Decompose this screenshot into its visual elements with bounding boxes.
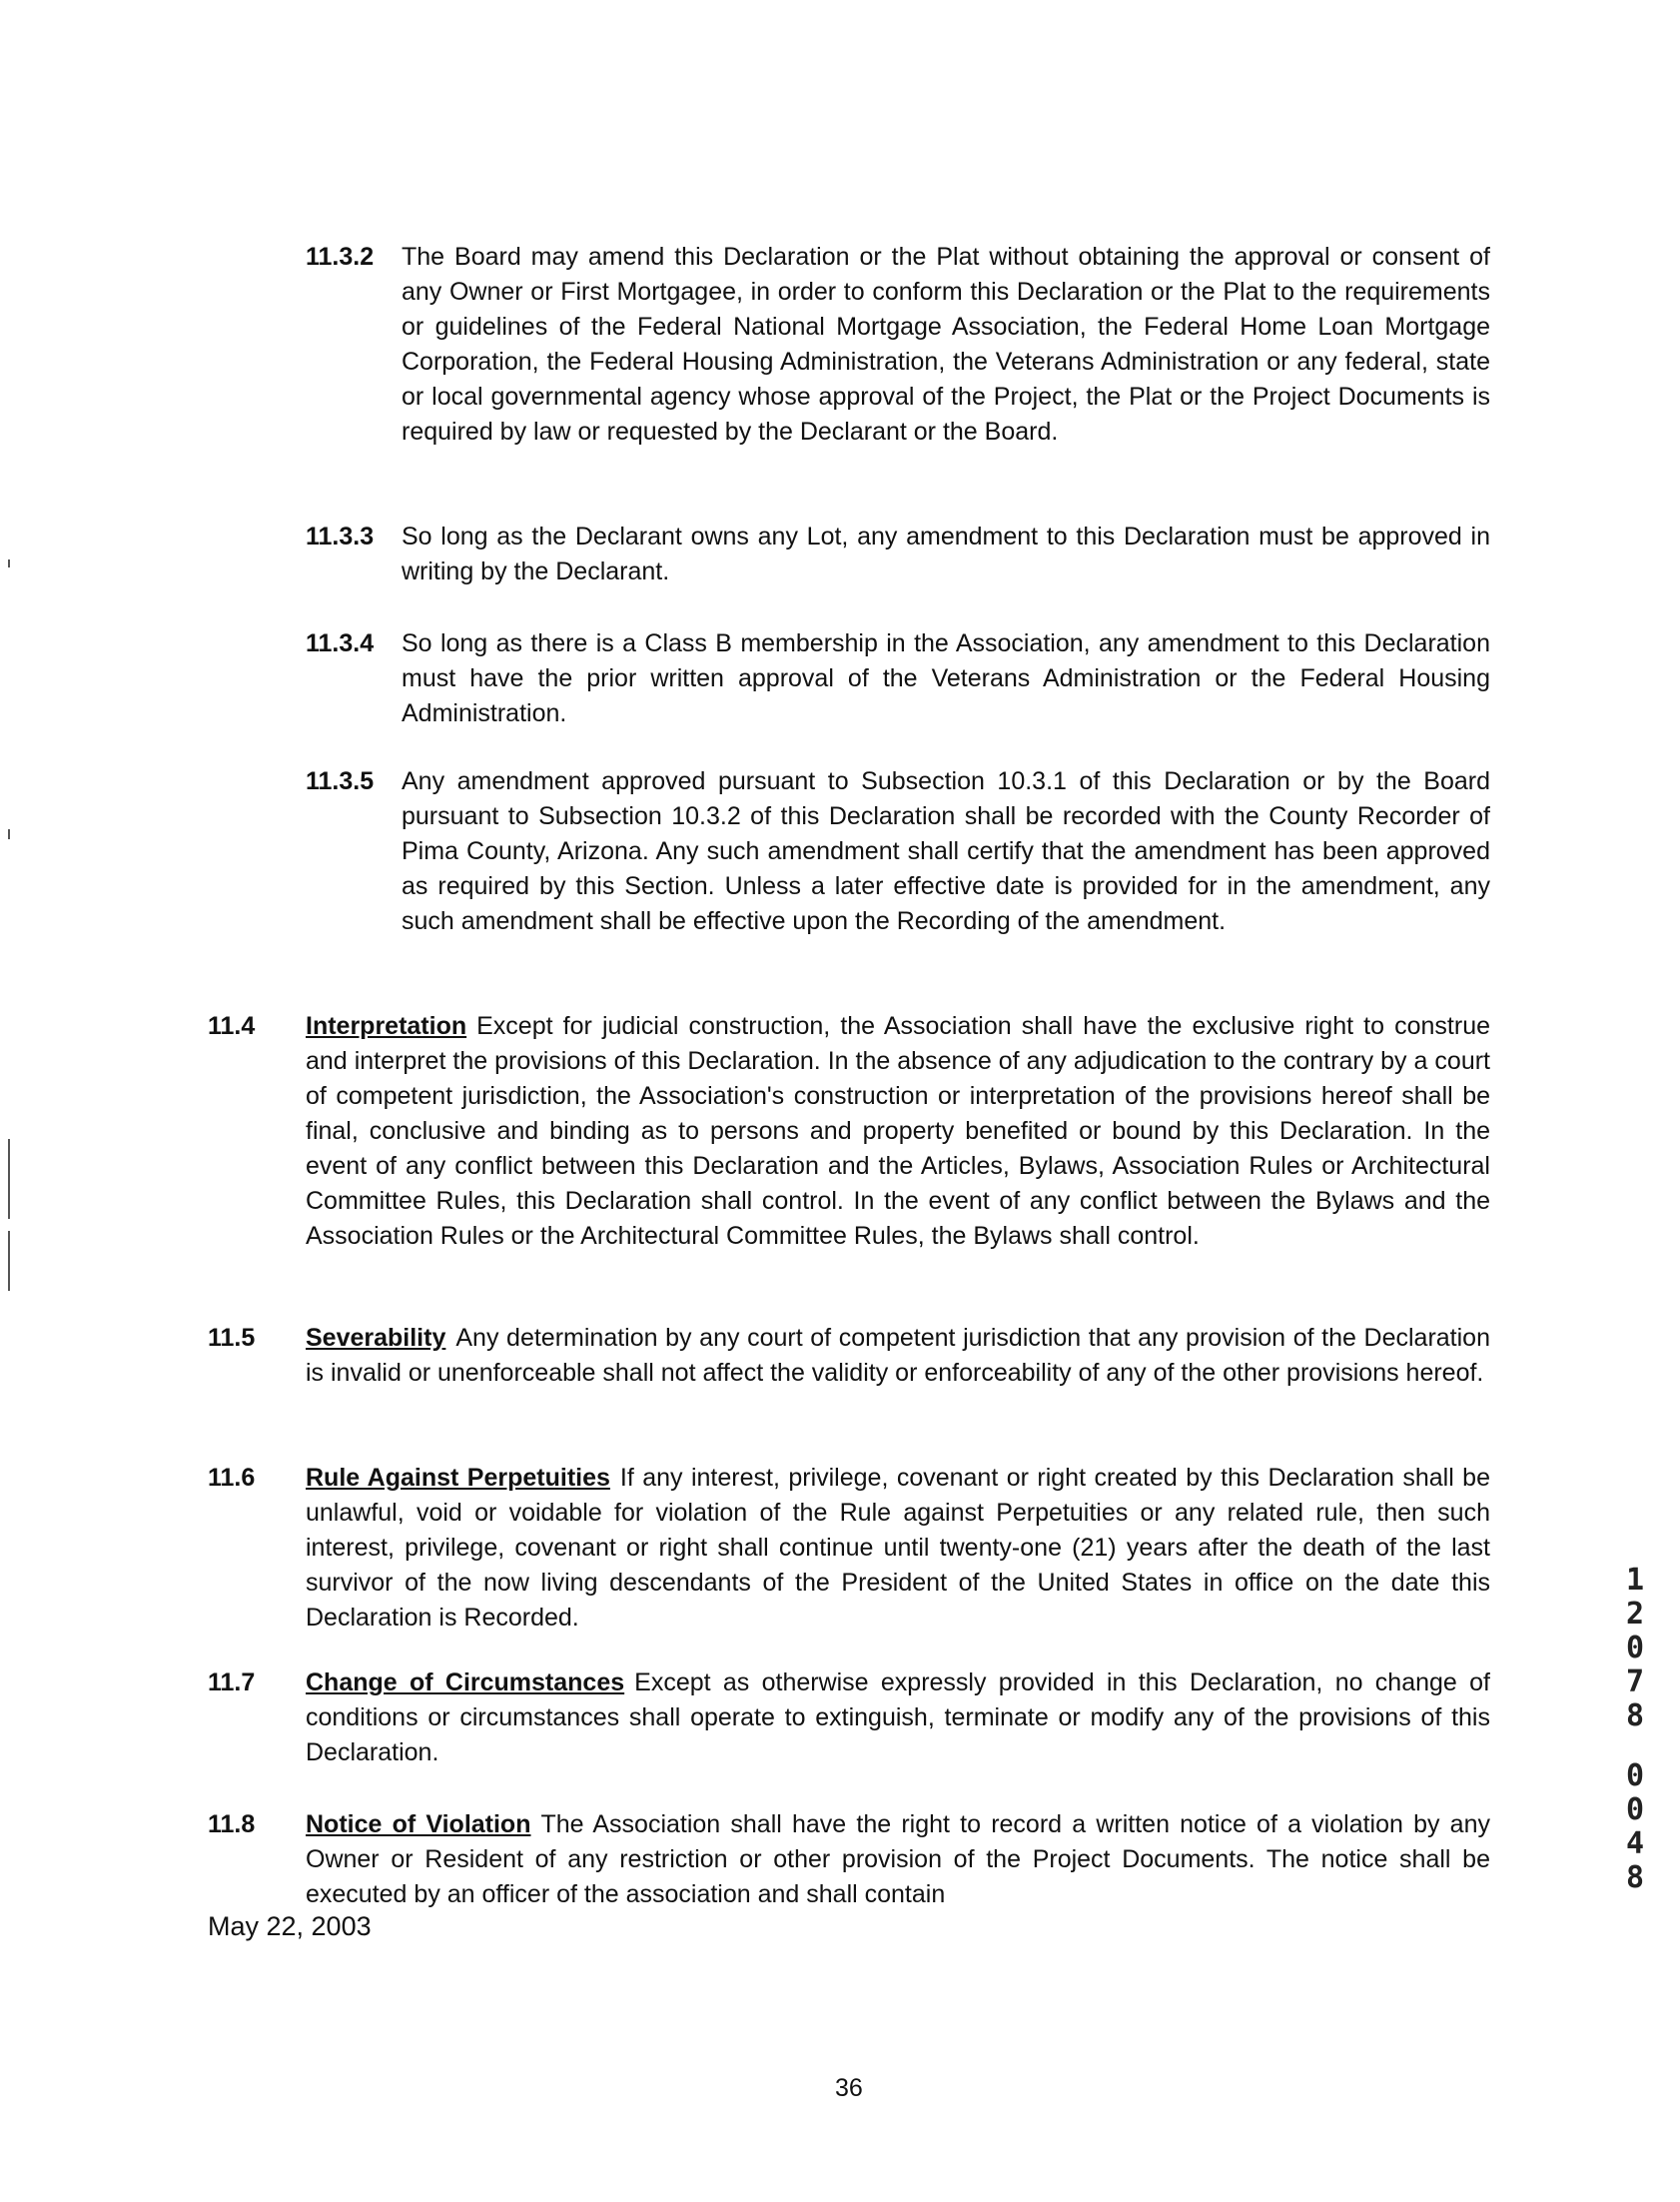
- section-11-3-3: [306, 520, 1490, 589]
- section-11-3-5: [306, 764, 1490, 939]
- section-11-3-4: [306, 626, 1490, 731]
- section-11-6: [208, 1461, 1490, 1636]
- scan-artifact-mark: [8, 829, 10, 839]
- section-11-5: [208, 1321, 1490, 1391]
- section-heading: Severability: [306, 1324, 446, 1352]
- scan-artifact-line: [8, 1139, 10, 1219]
- page-number: 36: [835, 2074, 863, 2102]
- section-11-7: [208, 1665, 1490, 1770]
- stamp-digit: 1: [1625, 1563, 1645, 1598]
- stamp-digit: 4: [1625, 1826, 1645, 1861]
- section-number: 11.3.4: [306, 629, 375, 657]
- section-text: So long as the Declarant owns any Lot, any amendment to this Declaration must be approved in writing by the Declarant.: [402, 523, 1490, 585]
- section-number: 11.6: [208, 1464, 256, 1492]
- section-heading: Rule Against Perpetuities: [306, 1464, 610, 1492]
- stamp-digit: 0: [1625, 1631, 1645, 1665]
- section-number: 11.4: [208, 1012, 256, 1040]
- stamp-digit: 8: [1625, 1698, 1645, 1733]
- section-number: 11.5: [208, 1324, 256, 1352]
- section-text: Except as otherwise expressly provided in this Declaration, no change of conditions or circumstances shall operate to extinguish, terminate or modify any of the provisions of this Declaration.: [306, 1668, 1490, 1766]
- section-number: 11.7: [208, 1668, 256, 1696]
- stamp-gap: [1620, 1733, 1650, 1759]
- scan-artifact-line: [8, 1231, 10, 1291]
- section-heading: Notice of Violation: [306, 1810, 531, 1838]
- section-text: Any determination by any court of competent jurisdiction that any provision of the Declaration is invalid or unenforceable shall not affect the validity or enforceability of any of the other provisions hereof.: [306, 1324, 1490, 1387]
- section-heading: Interpretation: [306, 1012, 467, 1040]
- section-11-4: [208, 1009, 1490, 1254]
- section-number: 11.3.3: [306, 523, 375, 550]
- footer-date: May 22, 2003: [208, 1911, 372, 1941]
- recording-stamp: [1620, 1564, 1650, 1895]
- section-heading: Change of Circumstances: [306, 1668, 625, 1696]
- section-number: 11.8: [208, 1810, 256, 1838]
- section-text: The Board may amend this Declaration or the Plat without obtaining the approval or consent of any Owner or First Mortgagee, in order to conform this Declaration or the Plat to the requirements or guidelines of the Federal National Mortgage Association, the Federal Home Loan Mortgage Corporation, the Federal Housing Administration, the Veterans Administration or any federal, state or local governmental agency whose approval of the Project, the Plat or the Project Documents is required by law or requested by the Declarant or the Board.: [402, 243, 1490, 446]
- section-11-3-2: [306, 240, 1490, 450]
- stamp-digit: 7: [1625, 1664, 1645, 1699]
- section-number: 11.3.2: [306, 243, 375, 271]
- section-text: Except for judicial construction, the Association shall have the exclusive right to construe and interpret the provisions of this Declaration. In the absence of any adjudication to the contrary by a court of competent jurisdiction, the Association's construction or interpretation of the provisions hereof shall be final, conclusive and binding as to persons and property benefited or bound by this Declaration. In the event of any conflict between this Declaration and the Articles, Bylaws, Association Rules or Architectural Committee Rules, this Declaration shall control. In the event of any conflict between the Bylaws and the Association Rules or the Architectural Committee Rules, the Bylaws shall control.: [306, 1012, 1490, 1250]
- section-text: Any amendment approved pursuant to Subsection 10.3.1 of this Declaration or by the Board pursuant to Subsection 10.3.2 of this Declaration shall be recorded with the County Recorder of Pima County, Arizona. Any such amendment shall certify that the amendment has been approved as required by this Section. Unless a later effective date is provided for in the amendment, any such amendment shall be effective upon the Recording of the amendment.: [402, 767, 1490, 935]
- scan-artifact-mark: [8, 559, 10, 567]
- section-text: So long as there is a Class B membership in the Association, any amendment to this Declaration must have the prior written approval of the Veterans Administration or the Federal Housing Administration.: [402, 629, 1490, 727]
- stamp-digit: 2: [1625, 1597, 1645, 1632]
- section-number: 11.3.5: [306, 767, 375, 795]
- stamp-digit: 0: [1625, 1792, 1645, 1827]
- stamp-digit: 8: [1625, 1860, 1645, 1895]
- section-text: If any interest, privilege, covenant or right created by this Declaration shall be unlawful, void or voidable for violation of the Rule against Perpetuities or any related rule, then such interest, privilege, covenant or right shall continue until twenty-one (21) years after the death of the last survivor of the now living descendants of the President of the United States in office on the date this Declaration is Recorded.: [306, 1464, 1490, 1632]
- stamp-digit: 0: [1625, 1758, 1645, 1793]
- section-11-8: [208, 1807, 1490, 1912]
- section-text: The Association shall have the right to record a written notice of a violation by any Owner or Resident of any restriction or other provision of the Project Documents. The notice shall be executed by an officer of the association and shall contain: [306, 1810, 1490, 1908]
